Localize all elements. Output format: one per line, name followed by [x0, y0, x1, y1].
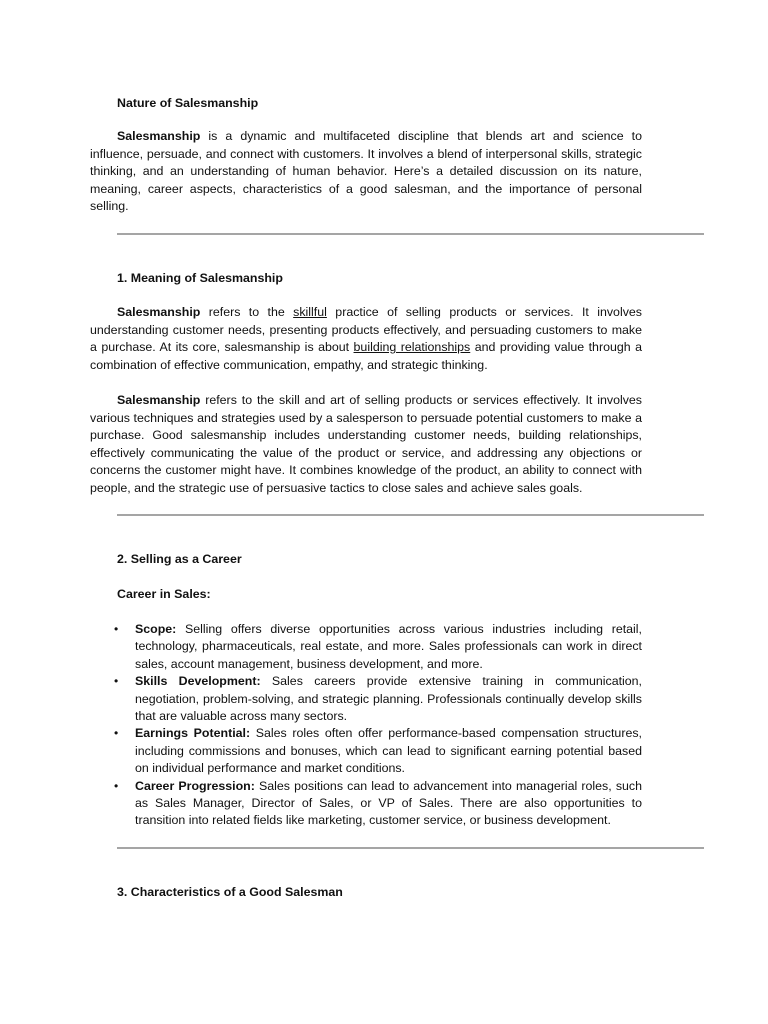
list-item-text: Sales careers provide extensive training in communication, negotiation, problem-solving, and strategic planning. Professionals continually develop skills that are valuable across many sectors. — [135, 674, 643, 724]
section1-heading: 1. Meaning of Salesmanship — [117, 271, 283, 285]
list-item-label: Scope: — [135, 622, 177, 636]
list-item — [114, 621, 642, 673]
section1-p2-term: Salesmanship — [117, 393, 201, 407]
list-item-text: Selling offers diverse opportunities across various industries including retail, technology, pharmaceuticals, real estate, and more. Sales professionals can work in direct sales, account management, business development, and more. — [135, 622, 642, 671]
list-item — [114, 673, 643, 725]
bullet-icon: • — [114, 674, 119, 689]
divider-3 — [117, 847, 704, 849]
bullet-icon: • — [114, 726, 119, 741]
list-item-text: Sales roles often offer performance-based compensation structures, including commissions and bonuses, which can lead to significant earning potential based on individual performance and market conditions. — [135, 726, 642, 776]
section3-heading: 3. Characteristics of a Good Salesman — [117, 885, 343, 899]
section1-p1-text-a: refers to the — [200, 305, 294, 319]
list-item-text: Sales positions can lead to advancement into managerial roles, such as Sales Manager, Director of Sales, or VP of Sales. There are also opportunities to transition into related fields like marketing, customer service, or business development. — [135, 778, 643, 828]
section1-paragraph-2 — [90, 392, 642, 498]
list-item-label: Earnings Potential: — [135, 726, 251, 741]
section1-p1-text-b: practice of selling products or services. It involves understanding customer needs, presenting products effectively, and persuading customers to make a purchase. At its core, salesmanship is about — [90, 305, 642, 355]
section1-paragraph-1 — [90, 304, 642, 374]
underlined-building-relationships: building relationships — [353, 340, 471, 355]
divider-2 — [117, 514, 704, 516]
career-bullet-list — [114, 621, 643, 830]
document-title: Nature of Salesmanship — [117, 96, 259, 110]
list-item — [114, 778, 643, 830]
intro-paragraph — [90, 128, 642, 216]
section2-subheading: Career in Sales: — [117, 587, 211, 601]
list-item-label: Skills Development: — [135, 674, 261, 689]
divider-1 — [117, 233, 704, 235]
list-item-label: Career Progression: — [135, 778, 255, 793]
bullet-icon: • — [114, 778, 119, 793]
section1-p1-text-c: and providing value through a combination of effective communication, empathy, and strategic thinking. — [90, 340, 642, 372]
bullet-icon: • — [114, 622, 119, 636]
intro-term: Salesmanship — [117, 129, 201, 143]
section1-p1-term: Salesmanship — [117, 305, 201, 319]
section1-p2-text: refers to the skill and art of selling products or services effectively. It involves various techniques and strategies used by a salesperson to persuade potential customers to make a purchase. Good salesmanship includes understanding customer needs, building relationships, effectively communicating the value of the product or service, and addressing any objections or concerns the customer might have. It combines knowledge of the product, an ability to connect with people, and the strategic use of persuasive tactics to close sales and achieve sales goals. — [90, 393, 642, 495]
underlined-skillful: skillful — [293, 305, 327, 319]
intro-text: is a dynamic and multifaceted discipline that blends art and science to influence, persuade, and connect with customers. It involves a blend of interpersonal skills, strategic thinking, and an understanding of human behavior. Here’s a detailed discussion on its nature, meaning, career aspects, characteristics of a good salesman, and the importance of personal selling. — [90, 129, 642, 214]
list-item — [114, 725, 642, 777]
section2-heading: 2. Selling as a Career — [117, 552, 242, 566]
